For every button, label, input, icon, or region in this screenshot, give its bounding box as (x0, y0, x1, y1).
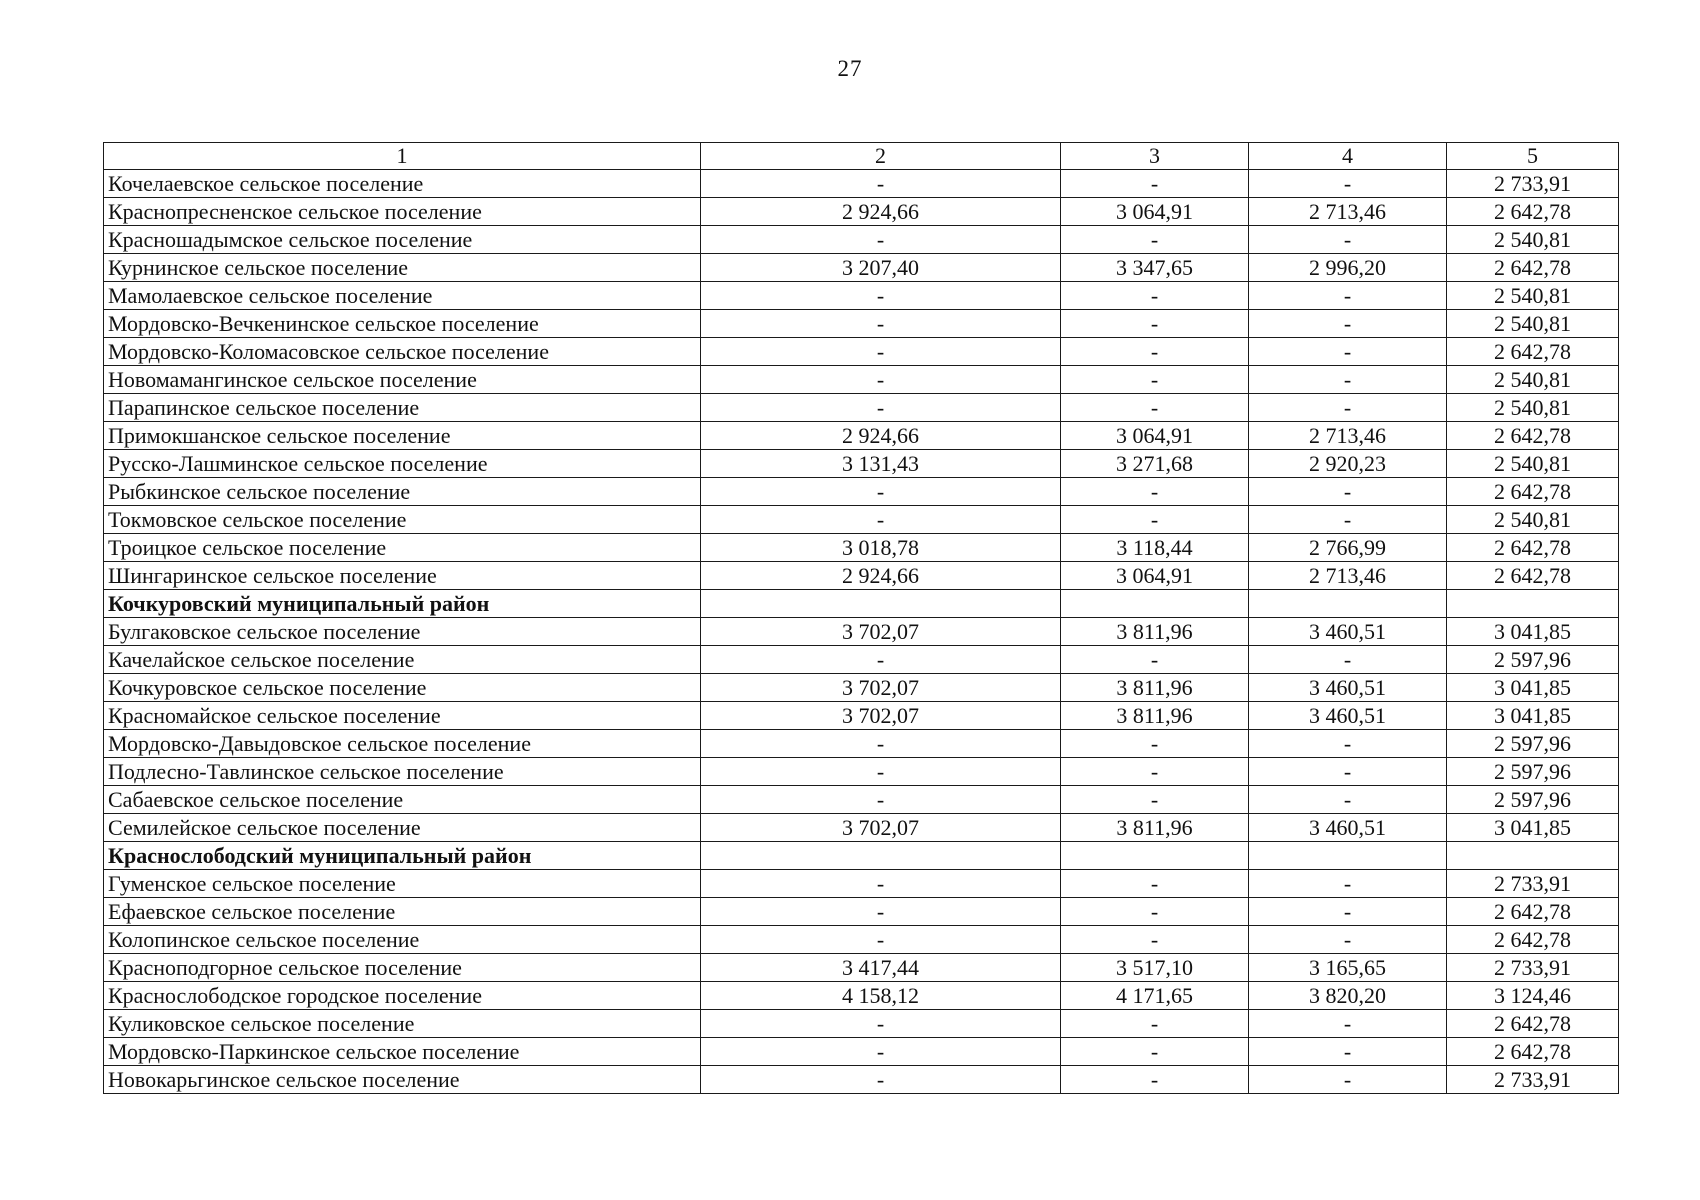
column-5-value-cell: 2 540,81 (1447, 226, 1619, 254)
column-5-value-cell (1447, 842, 1619, 870)
column-3-value-cell (1061, 842, 1249, 870)
column-3-value-cell: 3 064,91 (1061, 422, 1249, 450)
settlement-name-cell: Красномайское сельское поселение (104, 702, 701, 730)
settlement-name-cell: Сабаевское сельское поселение (104, 786, 701, 814)
column-2-value-cell: 4 158,12 (701, 982, 1061, 1010)
column-5-value-cell: 2 733,91 (1447, 870, 1619, 898)
settlement-name-cell: Новомамангинское сельское поселение (104, 366, 701, 394)
district-section-row (104, 842, 1619, 870)
table-row (104, 954, 1619, 982)
table-row (104, 534, 1619, 562)
column-3-value-cell: 3 811,96 (1061, 702, 1249, 730)
table-row (104, 1010, 1619, 1038)
column-3-value-cell: - (1061, 730, 1249, 758)
column-5-value-cell: 2 642,78 (1447, 562, 1619, 590)
table-row (104, 394, 1619, 422)
settlement-name-cell: Парапинское сельское поселение (104, 394, 701, 422)
column-4-value-cell: 3 460,51 (1249, 674, 1447, 702)
settlement-name-cell: Русско-Лашминское сельское поселение (104, 450, 701, 478)
column-2-value-cell: 3 417,44 (701, 954, 1061, 982)
settlement-name-cell: Качелайское сельское поселение (104, 646, 701, 674)
settlement-name-cell: Куликовское сельское поселение (104, 1010, 701, 1038)
column-header-4: 4 (1249, 143, 1447, 170)
column-4-value-cell: - (1249, 1010, 1447, 1038)
column-4-value-cell: 2 713,46 (1249, 422, 1447, 450)
column-5-value-cell: 2 540,81 (1447, 450, 1619, 478)
column-5-value-cell: 2 642,78 (1447, 926, 1619, 954)
column-2-value-cell: 3 702,07 (701, 702, 1061, 730)
settlement-name-cell: Примокшанское сельское поселение (104, 422, 701, 450)
column-2-value-cell: - (701, 758, 1061, 786)
table-row (104, 562, 1619, 590)
district-name-cell: Кочкуровский муниципальный район (104, 590, 701, 618)
settlement-name-cell: Семилейское сельское поселение (104, 814, 701, 842)
column-2-value-cell (701, 590, 1061, 618)
column-4-value-cell: 2 766,99 (1249, 534, 1447, 562)
tariff-table (103, 142, 1619, 1094)
column-3-value-cell: 3 064,91 (1061, 562, 1249, 590)
column-5-value-cell: 2 597,96 (1447, 786, 1619, 814)
table-row (104, 422, 1619, 450)
settlement-name-cell: Мамолаевское сельское поселение (104, 282, 701, 310)
settlement-name-cell: Мордовско-Паркинское сельское поселение (104, 1038, 701, 1066)
column-3-value-cell: - (1061, 478, 1249, 506)
column-5-value-cell: 2 642,78 (1447, 1038, 1619, 1066)
table-row (104, 254, 1619, 282)
column-2-value-cell: - (701, 338, 1061, 366)
column-2-value-cell: - (701, 226, 1061, 254)
column-4-value-cell: - (1249, 282, 1447, 310)
column-4-value-cell: 3 460,51 (1249, 618, 1447, 646)
column-4-value-cell: - (1249, 506, 1447, 534)
column-5-value-cell: 2 733,91 (1447, 170, 1619, 198)
column-2-value-cell: - (701, 506, 1061, 534)
column-2-value-cell: - (701, 646, 1061, 674)
column-3-value-cell: - (1061, 1038, 1249, 1066)
column-3-value-cell: - (1061, 758, 1249, 786)
column-3-value-cell: 3 064,91 (1061, 198, 1249, 226)
column-2-value-cell: 3 702,07 (701, 814, 1061, 842)
column-3-value-cell: - (1061, 170, 1249, 198)
column-3-value-cell: 4 171,65 (1061, 982, 1249, 1010)
page-number: 27 (837, 56, 863, 81)
column-5-value-cell: 3 041,85 (1447, 702, 1619, 730)
column-4-value-cell: - (1249, 870, 1447, 898)
column-5-value-cell: 2 642,78 (1447, 534, 1619, 562)
settlement-name-cell: Булгаковское сельское поселение (104, 618, 701, 646)
column-3-value-cell: - (1061, 1066, 1249, 1094)
column-2-value-cell: 2 924,66 (701, 562, 1061, 590)
column-3-value-cell: 3 347,65 (1061, 254, 1249, 282)
column-2-value-cell: - (701, 478, 1061, 506)
column-5-value-cell: 2 597,96 (1447, 730, 1619, 758)
column-4-value-cell: - (1249, 898, 1447, 926)
column-5-value-cell: 3 124,46 (1447, 982, 1619, 1010)
column-3-value-cell: - (1061, 506, 1249, 534)
table-row (104, 702, 1619, 730)
column-5-value-cell: 2 642,78 (1447, 898, 1619, 926)
column-header-3: 3 (1061, 143, 1249, 170)
settlement-name-cell: Гуменское сельское поселение (104, 870, 701, 898)
column-3-value-cell: 3 517,10 (1061, 954, 1249, 982)
column-3-value-cell: - (1061, 870, 1249, 898)
column-3-value-cell: 3 811,96 (1061, 618, 1249, 646)
column-3-value-cell: - (1061, 226, 1249, 254)
column-4-value-cell: - (1249, 310, 1447, 338)
column-4-value-cell: 3 165,65 (1249, 954, 1447, 982)
column-2-value-cell: - (701, 898, 1061, 926)
column-5-value-cell: 2 642,78 (1447, 478, 1619, 506)
column-4-value-cell: 2 996,20 (1249, 254, 1447, 282)
column-4-value-cell: - (1249, 646, 1447, 674)
column-4-value-cell: - (1249, 394, 1447, 422)
table-row (104, 282, 1619, 310)
column-4-value-cell: - (1249, 478, 1447, 506)
column-5-value-cell: 3 041,85 (1447, 618, 1619, 646)
settlement-name-cell: Кочелаевское сельское поселение (104, 170, 701, 198)
table-row (104, 506, 1619, 534)
column-4-value-cell: - (1249, 758, 1447, 786)
column-4-value-cell: - (1249, 1066, 1447, 1094)
column-3-value-cell: 3 811,96 (1061, 674, 1249, 702)
column-4-value-cell: - (1249, 730, 1447, 758)
column-2-value-cell: - (701, 1010, 1061, 1038)
column-5-value-cell: 2 597,96 (1447, 758, 1619, 786)
settlement-name-cell: Токмовское сельское поселение (104, 506, 701, 534)
column-5-value-cell: 2 642,78 (1447, 254, 1619, 282)
column-4-value-cell: 3 460,51 (1249, 702, 1447, 730)
table-row (104, 758, 1619, 786)
column-4-value-cell: - (1249, 170, 1447, 198)
column-5-value-cell: 3 041,85 (1447, 814, 1619, 842)
column-header-5: 5 (1447, 143, 1619, 170)
column-4-value-cell: - (1249, 366, 1447, 394)
column-3-value-cell: - (1061, 926, 1249, 954)
column-2-value-cell: - (701, 394, 1061, 422)
column-2-value-cell: - (701, 170, 1061, 198)
settlement-name-cell: Подлесно-Тавлинское сельское поселение (104, 758, 701, 786)
table-row (104, 786, 1619, 814)
column-2-value-cell: - (701, 1038, 1061, 1066)
column-5-value-cell: 2 540,81 (1447, 282, 1619, 310)
settlement-name-cell: Мордовско-Коломасовское сельское поселение (104, 338, 701, 366)
column-4-value-cell: - (1249, 786, 1447, 814)
column-4-value-cell (1249, 842, 1447, 870)
column-2-value-cell: 3 131,43 (701, 450, 1061, 478)
district-name-cell: Краснослободский муниципальный район (104, 842, 701, 870)
settlement-name-cell: Краснопресненское сельское поселение (104, 198, 701, 226)
column-2-value-cell: - (701, 282, 1061, 310)
table-row (104, 366, 1619, 394)
column-2-value-cell: - (701, 1066, 1061, 1094)
table-row (104, 926, 1619, 954)
settlement-name-cell: Шингаринское сельское поселение (104, 562, 701, 590)
table-row (104, 226, 1619, 254)
column-3-value-cell: 3 118,44 (1061, 534, 1249, 562)
column-3-value-cell: 3 811,96 (1061, 814, 1249, 842)
column-2-value-cell: 3 207,40 (701, 254, 1061, 282)
settlement-name-cell: Рыбкинское сельское поселение (104, 478, 701, 506)
settlement-name-cell: Ефаевское сельское поселение (104, 898, 701, 926)
table-row (104, 674, 1619, 702)
settlement-name-cell: Красноподгорное сельское поселение (104, 954, 701, 982)
column-2-value-cell: - (701, 310, 1061, 338)
column-5-value-cell: 2 642,78 (1447, 338, 1619, 366)
column-2-value-cell: 2 924,66 (701, 422, 1061, 450)
settlement-name-cell: Новокарьгинское сельское поселение (104, 1066, 701, 1094)
column-4-value-cell: - (1249, 926, 1447, 954)
table-row (104, 618, 1619, 646)
column-2-value-cell: - (701, 366, 1061, 394)
column-5-value-cell: 2 597,96 (1447, 646, 1619, 674)
column-5-value-cell: 2 642,78 (1447, 198, 1619, 226)
column-3-value-cell: - (1061, 366, 1249, 394)
column-4-value-cell (1249, 590, 1447, 618)
settlement-name-cell: Кочкуровское сельское поселение (104, 674, 701, 702)
district-section-row (104, 590, 1619, 618)
column-3-value-cell: - (1061, 646, 1249, 674)
column-4-value-cell: 3 820,20 (1249, 982, 1447, 1010)
table-row (104, 982, 1619, 1010)
table-row (104, 310, 1619, 338)
column-3-value-cell: - (1061, 338, 1249, 366)
column-5-value-cell: 3 041,85 (1447, 674, 1619, 702)
column-4-value-cell: - (1249, 1038, 1447, 1066)
column-2-value-cell: - (701, 926, 1061, 954)
column-5-value-cell: 2 733,91 (1447, 954, 1619, 982)
column-5-value-cell: 2 642,78 (1447, 1010, 1619, 1038)
table-row (104, 478, 1619, 506)
column-3-value-cell: - (1061, 282, 1249, 310)
column-5-value-cell: 2 733,91 (1447, 1066, 1619, 1094)
table-row (104, 898, 1619, 926)
table-row (104, 170, 1619, 198)
column-2-value-cell: - (701, 730, 1061, 758)
column-header-1: 1 (104, 143, 701, 170)
column-2-value-cell (701, 842, 1061, 870)
table-row (104, 814, 1619, 842)
settlement-name-cell: Мордовско-Давыдовское сельское поселение (104, 730, 701, 758)
table-row (104, 198, 1619, 226)
table-header-row (104, 143, 1619, 170)
column-2-value-cell: 3 018,78 (701, 534, 1061, 562)
column-3-value-cell: - (1061, 310, 1249, 338)
table-row (104, 338, 1619, 366)
column-5-value-cell: 2 540,81 (1447, 394, 1619, 422)
settlement-name-cell: Красношадымское сельское поселение (104, 226, 701, 254)
column-5-value-cell: 2 642,78 (1447, 422, 1619, 450)
table-row (104, 870, 1619, 898)
column-2-value-cell: 3 702,07 (701, 618, 1061, 646)
column-4-value-cell: 2 713,46 (1249, 198, 1447, 226)
column-5-value-cell (1447, 590, 1619, 618)
column-5-value-cell: 2 540,81 (1447, 310, 1619, 338)
table-row (104, 730, 1619, 758)
column-4-value-cell: 2 920,23 (1249, 450, 1447, 478)
settlement-name-cell: Курнинское сельское поселение (104, 254, 701, 282)
table-row (104, 450, 1619, 478)
table-row (104, 1066, 1619, 1094)
column-3-value-cell: - (1061, 1010, 1249, 1038)
table-body (104, 143, 1619, 1094)
table-row (104, 1038, 1619, 1066)
column-3-value-cell (1061, 590, 1249, 618)
column-3-value-cell: - (1061, 898, 1249, 926)
settlement-name-cell: Троицкое сельское поселение (104, 534, 701, 562)
column-3-value-cell: 3 271,68 (1061, 450, 1249, 478)
column-4-value-cell: 2 713,46 (1249, 562, 1447, 590)
column-2-value-cell: 2 924,66 (701, 198, 1061, 226)
column-2-value-cell: - (701, 870, 1061, 898)
column-4-value-cell: 3 460,51 (1249, 814, 1447, 842)
column-4-value-cell: - (1249, 226, 1447, 254)
column-5-value-cell: 2 540,81 (1447, 506, 1619, 534)
settlement-name-cell: Краснослободское городское поселение (104, 982, 701, 1010)
column-4-value-cell: - (1249, 338, 1447, 366)
settlement-name-cell: Колопинское сельское поселение (104, 926, 701, 954)
column-2-value-cell: - (701, 786, 1061, 814)
column-3-value-cell: - (1061, 786, 1249, 814)
table-row (104, 646, 1619, 674)
column-5-value-cell: 2 540,81 (1447, 366, 1619, 394)
settlement-name-cell: Мордовско-Вечкенинское сельское поселение (104, 310, 701, 338)
column-3-value-cell: - (1061, 394, 1249, 422)
column-header-2: 2 (701, 143, 1061, 170)
column-2-value-cell: 3 702,07 (701, 674, 1061, 702)
